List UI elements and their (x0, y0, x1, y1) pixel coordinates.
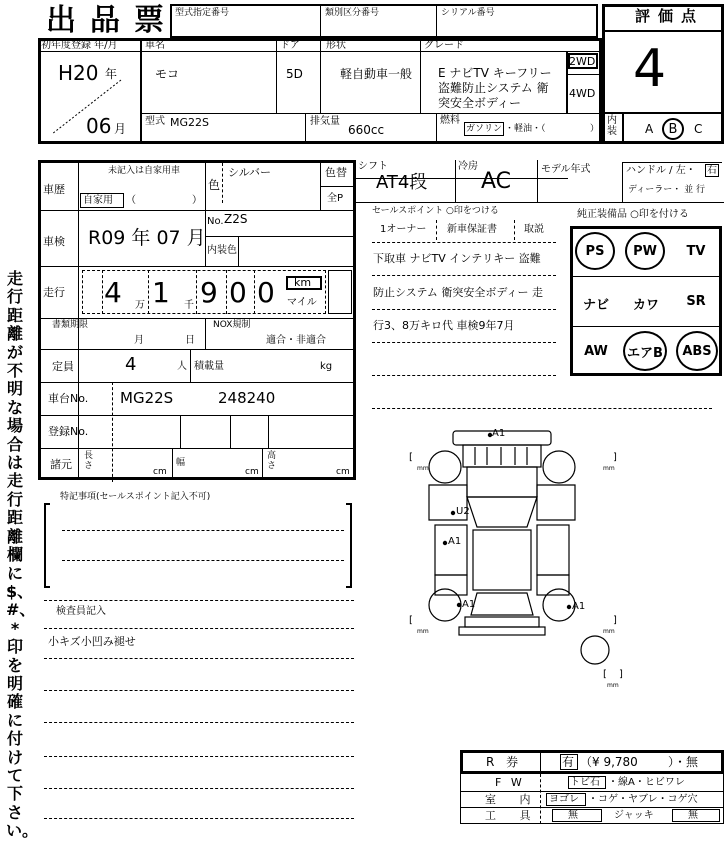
inspector-label: 検査員記入 (56, 606, 106, 617)
model-label: 型式 (145, 116, 165, 127)
side-note: 走行距離が不明な場合は走行距離欄に$、#、*印を明確に付けて下さい。 (6, 269, 39, 841)
mark-a1-rear-right: A1 (572, 601, 586, 612)
length-label: 長さ (84, 451, 94, 471)
damage-marks (443, 433, 571, 609)
svg-text:[: [ (409, 615, 413, 626)
displacement-value: 660cc (348, 123, 385, 137)
mileage-digit-1: 4 (104, 276, 122, 309)
shape-label: 形状 (326, 40, 346, 51)
chassis-label: 車台No. (48, 392, 89, 405)
capacity-unit: 人 (177, 361, 187, 372)
load-unit: kg (320, 361, 333, 372)
recycle-no: ）・無 (668, 755, 699, 769)
svg-text:mm: mm (417, 628, 429, 635)
color-change-label: 色替 (325, 166, 347, 179)
fw-circled-value: トビ石 (570, 777, 600, 788)
fw-label: F W (495, 776, 525, 789)
model-year-label: モデル年式 (541, 164, 591, 175)
sales-opt-warranty: 新車保証書 (447, 224, 497, 235)
sales-header: セールスポイント ○印をつける (372, 206, 499, 216)
color-value: シルバー (228, 166, 271, 179)
svg-text:]: ] (613, 452, 617, 463)
mileage-km: km (294, 276, 312, 289)
interior-label: 内装 (607, 115, 617, 137)
jack-value: 無 (688, 810, 698, 821)
shape-value: 軽自動車一般 (340, 67, 413, 81)
equip-navi: ナビ (582, 298, 609, 313)
tools-label: 工 具 (485, 809, 541, 822)
mileage-extra-box (328, 270, 352, 314)
svg-text:mm: mm (603, 628, 615, 635)
equipment-header: 純正装備品 ○印を付ける (577, 209, 689, 220)
mileage-digit-2: 1 (152, 276, 170, 309)
equip-airbag: エアB (623, 331, 667, 371)
history-open-paren: （ (126, 195, 136, 206)
doc-deadline-label: 書類期限 (52, 320, 89, 330)
grade-c: C (694, 122, 703, 136)
equip-abs: ABS (676, 331, 718, 371)
load-label: 積載量 (194, 361, 224, 372)
svg-text:[: [ (409, 452, 413, 463)
handle-text: ハンドル / 左・ (626, 165, 696, 176)
room-value: ・コゲ・ヤブレ・コゲ穴 (588, 794, 698, 805)
color-change-value: 全P (327, 193, 344, 204)
fuel-other: ・軽油・（ (505, 124, 546, 134)
doc-month: 月 (134, 335, 144, 346)
door-value: 5D (286, 67, 303, 81)
equip-ps: PS (575, 232, 615, 270)
shift-value: AT4段 (376, 172, 428, 193)
capacity-label: 定員 (52, 360, 74, 373)
drive-4wd: 4WD (569, 87, 596, 100)
drive-2wd: 2WD (569, 55, 596, 68)
history-note: 未記入は自家用車 (108, 166, 181, 176)
svg-text:mm: mm (607, 682, 619, 689)
svg-text:]: ] (619, 669, 623, 680)
width-label: 幅 (176, 458, 186, 468)
interior-color-label: 内装色 (207, 245, 237, 256)
special-bracket (44, 492, 356, 592)
equip-aw: AW (584, 344, 608, 359)
mileage-sen: 千 (184, 300, 194, 311)
model-code-label: 型式指定番号 (175, 8, 230, 18)
ac-value: AC (481, 169, 512, 194)
mark-u2: U2 (456, 506, 470, 517)
mark-a1-rear-left: A1 (462, 599, 476, 610)
color-label: 色 (208, 178, 221, 192)
dims-label: 諸元 (50, 458, 72, 471)
history-close-paren: ） (192, 195, 202, 206)
grade-line-3: 突安全ボディー (438, 96, 522, 110)
mark-a1-left: A1 (448, 536, 462, 547)
fuel-gasoline: ガソリン (466, 124, 503, 134)
recycle-amount: （¥ 9,780 (580, 755, 638, 769)
dealer-text: ディーラー・ 並 行 (628, 185, 706, 195)
mileage-mile: マイル (287, 297, 317, 308)
width-unit: cm (245, 467, 259, 477)
sales-line-2: 防止システム 衛突安全ボディー 走 (373, 286, 544, 299)
color-no-label: No. (207, 216, 224, 227)
room-circled-value: ヨゴレ (549, 794, 579, 805)
mileage-digit-5: 0 (257, 276, 275, 309)
grade-line-1: E ナビTV キーフリー (438, 66, 552, 80)
svg-text:[: [ (603, 669, 607, 680)
car-name-label: 車名 (145, 40, 165, 51)
first-reg-label: 初年度登録 年/月 (41, 40, 118, 51)
chassis-number: 248240 (218, 389, 276, 407)
sales-line-3: 行3、8万キロ代 車検9年7月 (373, 319, 515, 332)
registration-label: 登録No. (48, 425, 89, 438)
category-label: 類別区分番号 (325, 8, 380, 18)
mileage-label: 走行 (43, 286, 65, 299)
ac-label: 冷房 (458, 161, 478, 172)
month-unit: 月 (114, 122, 127, 136)
grade-b-circled: B (662, 118, 684, 140)
year-unit: 年 (105, 67, 118, 81)
tools-value: 無 (568, 810, 578, 821)
fw-value: ・線A・ヒビワレ (608, 777, 685, 788)
door-label: ドア (280, 40, 300, 51)
shift-label: シフト (358, 161, 388, 172)
height-unit: cm (336, 467, 350, 477)
car-name: モコ (155, 67, 180, 81)
fuel-close: ） (590, 124, 600, 134)
rating-label: 評価点 (635, 7, 705, 25)
grade-label: グレード (424, 40, 464, 51)
svg-text:]: ] (613, 615, 617, 626)
inspection-label: 車検 (43, 235, 65, 248)
recycle-label: R 券 (486, 755, 523, 769)
color-no-value: Z2S (224, 212, 248, 226)
inspection-value: R09 年 07 月 (88, 227, 206, 249)
rating-score: 4 (633, 39, 667, 99)
first-reg-month: 06 (86, 114, 112, 138)
sales-opt-owner: 1オーナー (380, 224, 427, 235)
sales-line-1: 下取車 ナビTV インテリキー 盗難 (373, 252, 541, 265)
form-title: 出品票 (46, 3, 178, 38)
inspector-note: 小キズ小凹み褪せ (48, 635, 136, 648)
svg-text:mm: mm (603, 465, 615, 472)
header-id-box (170, 4, 598, 38)
chassis-model: MG22S (120, 389, 174, 407)
special-label: 特記事項(セールスポイント記入不可) (60, 492, 211, 502)
mileage-man: 万 (135, 300, 145, 311)
height-label: 高さ (267, 451, 277, 471)
capacity-value: 4 (125, 354, 137, 375)
grade-line-2: 盗難防止システム 衛 (438, 81, 549, 95)
nox-label: NOX規制 (213, 320, 251, 330)
doc-day: 日 (185, 335, 195, 346)
handle-right: 右 (707, 165, 717, 176)
jack-label: ジャッキ (614, 810, 654, 821)
nox-value: 適合・非適合 (266, 335, 326, 346)
length-unit: cm (153, 467, 167, 477)
first-reg-year: H20 (58, 61, 99, 85)
serial-label: シリアル番号 (441, 8, 495, 18)
fuel-label: 燃料 (440, 115, 460, 126)
displacement-label: 排気量 (310, 116, 340, 127)
equip-sr: SR (686, 294, 706, 309)
equip-pw: PW (625, 232, 665, 270)
mileage-digit-3: 9 (200, 276, 218, 309)
recycle-yes: 有 (562, 755, 575, 769)
grade-a: A (645, 122, 654, 136)
model-value: MG22S (170, 116, 209, 129)
room-label: 室 内 (485, 793, 541, 806)
equip-leather: カワ (632, 298, 659, 313)
svg-text:mm: mm (417, 465, 429, 472)
mark-a1-front: A1 (492, 428, 506, 439)
mileage-digit-4: 0 (229, 276, 247, 309)
history-value: 自家用 (83, 195, 113, 206)
car-diagram (395, 425, 635, 695)
equip-tv: TV (686, 244, 706, 259)
sales-opt-manual: 取説 (524, 224, 544, 235)
history-label: 車歴 (43, 183, 65, 196)
